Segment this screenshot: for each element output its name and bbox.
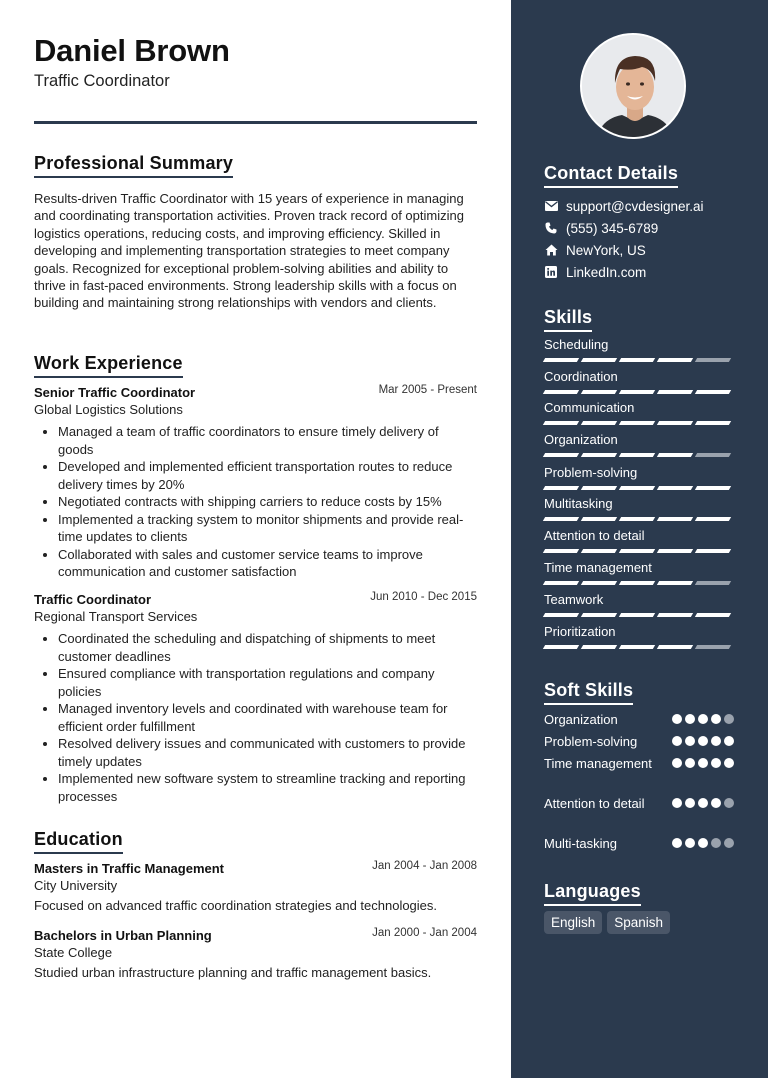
school-name: City University bbox=[34, 878, 118, 893]
soft-skill-rating bbox=[672, 758, 734, 768]
sidebar bbox=[511, 0, 768, 1078]
soft-skill-rating bbox=[672, 838, 734, 848]
rating-dot bbox=[711, 798, 721, 808]
soft-skills-heading: Soft Skills bbox=[544, 680, 633, 705]
skill-level-segment bbox=[581, 613, 617, 617]
rating-dot bbox=[685, 838, 695, 848]
education-description: Focused on advanced traffic coordination strategies and technologies. bbox=[34, 898, 438, 913]
skill-level-segment bbox=[657, 517, 693, 521]
soft-skill-name: Attention to detail bbox=[544, 796, 645, 811]
skill-item bbox=[544, 337, 734, 362]
contact-list bbox=[544, 195, 744, 283]
job-bullet: • Developed and implemented efficient transportation routes to reduce delivery times by 20% bbox=[58, 458, 477, 493]
skill-item bbox=[544, 528, 734, 553]
job-date: Jun 2010 - Dec 2015 bbox=[370, 591, 477, 603]
job-date: Mar 2005 - Present bbox=[378, 384, 477, 396]
skill-item bbox=[544, 465, 734, 490]
skill-level-bar bbox=[544, 486, 734, 490]
job-company: Global Logistics Solutions bbox=[34, 402, 183, 417]
skill-level-segment bbox=[695, 581, 731, 585]
degree-date: Jan 2000 - Jan 2004 bbox=[372, 927, 477, 939]
rating-dot bbox=[685, 798, 695, 808]
skill-level-segment bbox=[619, 549, 655, 553]
skill-level-segment bbox=[543, 549, 579, 553]
skill-level-bar bbox=[544, 549, 734, 553]
skill-level-segment bbox=[695, 358, 731, 362]
skill-level-segment bbox=[619, 453, 655, 457]
skill-name: Scheduling bbox=[544, 337, 609, 352]
skill-name: Coordination bbox=[544, 369, 618, 384]
job-title: Traffic Coordinator bbox=[34, 592, 152, 607]
skill-level-segment bbox=[657, 549, 693, 553]
rating-dot bbox=[711, 714, 721, 724]
skill-level-segment bbox=[581, 549, 617, 553]
skill-name: Attention to detail bbox=[544, 528, 645, 543]
skill-level-segment bbox=[695, 613, 731, 617]
skill-level-segment bbox=[657, 390, 693, 394]
rating-dot bbox=[672, 798, 682, 808]
skill-level-segment bbox=[543, 390, 579, 394]
skill-level-segment bbox=[543, 645, 579, 649]
job-bullet: • Negotiated contracts with shipping carriers to reduce costs by 15% bbox=[58, 493, 477, 511]
skill-name: Time management bbox=[544, 560, 652, 575]
rating-dot bbox=[672, 758, 682, 768]
skill-level-bar bbox=[544, 645, 734, 649]
skill-level-segment bbox=[619, 613, 655, 617]
soft-skill-name: Organization bbox=[544, 712, 618, 727]
soft-skill-item bbox=[544, 711, 734, 729]
skill-level-segment bbox=[619, 358, 655, 362]
email-text: support@cvdesigner.ai bbox=[566, 198, 704, 214]
skill-item bbox=[544, 624, 734, 649]
soft-skill-item bbox=[544, 755, 734, 773]
soft-skill-rating bbox=[672, 714, 734, 724]
skill-level-segment bbox=[619, 517, 655, 521]
skill-level-segment bbox=[695, 421, 731, 425]
skill-level-segment bbox=[581, 517, 617, 521]
soft-skill-item bbox=[544, 733, 734, 751]
skill-level-segment bbox=[543, 581, 579, 585]
job-bullet: • Collaborated with sales and customer service teams to improve communication and customer satisfaction bbox=[58, 546, 477, 581]
skill-name: Organization bbox=[544, 432, 618, 447]
skill-level-segment bbox=[657, 453, 693, 457]
skill-level-bar bbox=[544, 390, 734, 394]
skill-level-segment bbox=[695, 486, 731, 490]
soft-skill-item bbox=[544, 835, 734, 853]
rating-dot bbox=[711, 736, 721, 746]
skill-level-bar bbox=[544, 517, 734, 521]
skill-level-segment bbox=[581, 421, 617, 425]
languages-heading: Languages bbox=[544, 881, 641, 906]
skill-level-segment bbox=[695, 453, 731, 457]
avatar bbox=[580, 33, 686, 139]
skill-level-segment bbox=[657, 421, 693, 425]
rating-dot bbox=[711, 758, 721, 768]
rating-dot bbox=[672, 714, 682, 724]
skill-level-segment bbox=[619, 645, 655, 649]
skill-name: Problem-solving bbox=[544, 465, 638, 480]
header-divider bbox=[34, 121, 477, 124]
education-entry bbox=[34, 860, 477, 913]
contact-location bbox=[544, 239, 744, 261]
skill-level-segment bbox=[543, 358, 579, 362]
language-tag: Spanish bbox=[607, 911, 670, 934]
envelope-icon bbox=[544, 199, 558, 213]
soft-skill-name: Time management bbox=[544, 756, 652, 771]
skill-name: Prioritization bbox=[544, 624, 616, 639]
skill-level-segment bbox=[543, 486, 579, 490]
skill-level-bar bbox=[544, 358, 734, 362]
phone-text: (555) 345-6789 bbox=[566, 220, 659, 236]
skill-item bbox=[544, 592, 734, 617]
skill-level-segment bbox=[581, 486, 617, 490]
phone-icon bbox=[544, 221, 558, 235]
job-bullets bbox=[34, 423, 477, 581]
skill-level-segment bbox=[619, 390, 655, 394]
education-heading: Education bbox=[34, 829, 123, 854]
job-entry bbox=[34, 384, 477, 581]
rating-dot bbox=[724, 736, 734, 746]
skill-level-segment bbox=[581, 581, 617, 585]
rating-dot bbox=[698, 798, 708, 808]
skill-level-segment bbox=[695, 390, 731, 394]
skill-level-segment bbox=[581, 358, 617, 362]
rating-dot bbox=[698, 736, 708, 746]
language-tag: English bbox=[544, 911, 602, 934]
location-text: NewYork, US bbox=[566, 242, 646, 258]
skill-level-segment bbox=[581, 390, 617, 394]
rating-dot bbox=[698, 758, 708, 768]
rating-dot bbox=[672, 838, 682, 848]
rating-dot bbox=[685, 758, 695, 768]
job-bullet: • Managed inventory levels and coordinated with warehouse team for efficient order fulfillment bbox=[58, 700, 477, 735]
rating-dot bbox=[672, 736, 682, 746]
summary-heading: Professional Summary bbox=[34, 153, 233, 178]
summary-text: Results-driven Traffic Coordinator with 15 years of experience in managing and coordinating transportation activities. Proven track record of optimizing logistics operations, reducing costs, and improving efficiency. Skilled in developing and implementing transportation strategies to meet company goals. Recognized for exceptional problem-solving abilities and ability to thrive in fast-paced environments. Strong leadership skills with a focus on building and maintaining strong relationships with vendors and clients. bbox=[34, 191, 464, 311]
job-bullet: • Managed a team of traffic coordinators to ensure timely delivery of goods bbox=[58, 423, 477, 458]
job-bullet: • Implemented a tracking system to monitor shipments and provide real-time updates to clients bbox=[58, 511, 477, 546]
contact-email[interactable] bbox=[544, 195, 744, 217]
skill-level-segment bbox=[581, 453, 617, 457]
school-name: State College bbox=[34, 945, 113, 960]
skill-level-segment bbox=[581, 645, 617, 649]
rating-dot bbox=[724, 838, 734, 848]
skill-level-segment bbox=[657, 358, 693, 362]
skill-level-segment bbox=[657, 486, 693, 490]
job-company: Regional Transport Services bbox=[34, 609, 198, 624]
contact-heading: Contact Details bbox=[544, 163, 678, 188]
skill-level-bar bbox=[544, 613, 734, 617]
avatar-photo-icon bbox=[582, 35, 686, 139]
soft-skill-rating bbox=[672, 736, 734, 746]
linkedin-icon bbox=[544, 265, 558, 279]
skill-item bbox=[544, 369, 734, 394]
soft-skill-item bbox=[544, 795, 734, 813]
experience-heading: Work Experience bbox=[34, 353, 183, 378]
job-bullet: • Resolved delivery issues and communicated with customers to provide timely updates bbox=[58, 735, 477, 770]
education-description: Studied urban infrastructure planning and traffic management basics. bbox=[34, 965, 432, 980]
skill-level-segment bbox=[543, 613, 579, 617]
degree-title: Bachelors in Urban Planning bbox=[34, 928, 212, 943]
job-bullet: • Implemented new software system to streamline tracking and reporting processes bbox=[58, 770, 477, 805]
skill-level-segment bbox=[695, 549, 731, 553]
education-entry bbox=[34, 927, 477, 980]
skill-item bbox=[544, 432, 734, 457]
skill-level-segment bbox=[619, 581, 655, 585]
degree-date: Jan 2004 - Jan 2008 bbox=[372, 860, 477, 872]
rating-dot bbox=[685, 736, 695, 746]
skill-level-segment bbox=[543, 453, 579, 457]
rating-dot bbox=[724, 758, 734, 768]
rating-dot bbox=[698, 714, 708, 724]
rating-dot bbox=[685, 714, 695, 724]
degree-title: Masters in Traffic Management bbox=[34, 861, 224, 876]
skill-level-bar bbox=[544, 453, 734, 457]
skill-level-segment bbox=[657, 613, 693, 617]
home-icon bbox=[544, 243, 558, 257]
skill-level-bar bbox=[544, 421, 734, 425]
skill-level-segment bbox=[657, 645, 693, 649]
skill-item bbox=[544, 496, 734, 521]
contact-linkedin[interactable] bbox=[544, 261, 744, 283]
soft-skill-name: Problem-solving bbox=[544, 734, 638, 749]
skill-level-segment bbox=[543, 517, 579, 521]
skills-heading: Skills bbox=[544, 307, 592, 332]
skill-level-segment bbox=[619, 486, 655, 490]
skill-item bbox=[544, 400, 734, 425]
skill-level-bar bbox=[544, 581, 734, 585]
skill-level-segment bbox=[695, 645, 731, 649]
skill-name: Multitasking bbox=[544, 496, 613, 511]
skill-name: Teamwork bbox=[544, 592, 604, 607]
rating-dot bbox=[724, 798, 734, 808]
candidate-name: Daniel Brown bbox=[34, 33, 230, 68]
rating-dot bbox=[698, 838, 708, 848]
skill-level-segment bbox=[543, 421, 579, 425]
skill-level-segment bbox=[695, 517, 731, 521]
skill-level-segment bbox=[619, 421, 655, 425]
soft-skill-rating bbox=[672, 798, 734, 808]
linkedin-text: LinkedIn.com bbox=[566, 264, 647, 280]
rating-dot bbox=[724, 714, 734, 724]
skill-name: Communication bbox=[544, 400, 635, 415]
job-bullet: • Ensured compliance with transportation regulations and company policies bbox=[58, 665, 477, 700]
job-bullets bbox=[34, 630, 477, 805]
job-bullet: • Coordinated the scheduling and dispatching of shipments to meet customer deadlines bbox=[58, 630, 477, 665]
languages-list bbox=[544, 911, 670, 934]
skill-item bbox=[544, 560, 734, 585]
soft-skill-name: Multi-tasking bbox=[544, 836, 617, 851]
job-title: Senior Traffic Coordinator bbox=[34, 385, 196, 400]
contact-phone[interactable] bbox=[544, 217, 744, 239]
candidate-title: Traffic Coordinator bbox=[34, 72, 170, 90]
rating-dot bbox=[711, 838, 721, 848]
job-entry bbox=[34, 591, 477, 805]
skill-level-segment bbox=[657, 581, 693, 585]
